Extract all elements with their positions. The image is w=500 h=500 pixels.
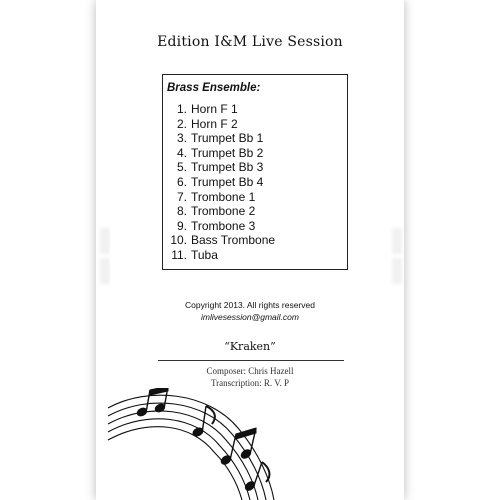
transcription-credit: Transcription: R. V. P [210,378,290,388]
ghost-mark [392,228,402,254]
ghost-mark [392,258,402,284]
item-number: 7. [176,189,187,204]
list-item [167,175,341,190]
list-item [167,160,341,175]
item-number: 11. [171,247,187,262]
item-number: 9. [176,218,187,233]
list-item [167,233,341,248]
item-label: Trombone 3 [191,218,256,233]
item-number: 2. [176,116,187,131]
title-divider [158,360,344,361]
item-label: Trumpet Bb 4 [191,174,264,189]
item-number: 6. [176,174,187,189]
list-item [167,219,341,234]
item-label: Trombone 2 [191,204,256,219]
list-item [167,248,341,263]
item-label: Trumpet Bb 2 [191,145,264,160]
list-item [167,131,341,146]
music-staff-swirl-icon [98,388,298,500]
ghost-mark [100,258,110,284]
item-label: Trumpet Bb 1 [191,131,264,146]
instrument-list [167,102,341,263]
list-item [167,146,341,161]
contact-email: imlivesession@gmail.com [201,312,299,322]
copyright-line: Copyright 2013. All rights reserved [185,300,315,310]
item-number: 8. [176,204,187,219]
copyright-block [110,299,390,323]
ghost-mark [100,228,110,254]
list-item [167,102,341,117]
item-label: Horn F 2 [191,116,238,131]
composer-credit: Composer: Chris Hazell [206,366,294,376]
item-number: 1. [176,102,187,116]
item-number: 10. [170,233,187,248]
item-number: 4. [176,145,187,160]
item-label: Trombone 1 [191,189,256,204]
list-item [167,117,341,132]
item-label: Tuba [191,247,218,262]
item-label: Horn F 1 [191,102,238,116]
list-item [167,190,341,205]
item-number: 3. [176,131,187,146]
instrument-list-box [162,74,348,270]
page-title: Edition I&M Live Session [157,34,343,50]
list-item [167,204,341,219]
item-number: 5. [176,160,187,175]
piece-title: “Kraken” [224,340,276,353]
ensemble-heading: Brass Ensemble: [167,82,261,94]
item-label: Trumpet Bb 3 [191,160,264,175]
credits-block [110,365,390,389]
item-label: Bass Trombone [191,233,276,248]
